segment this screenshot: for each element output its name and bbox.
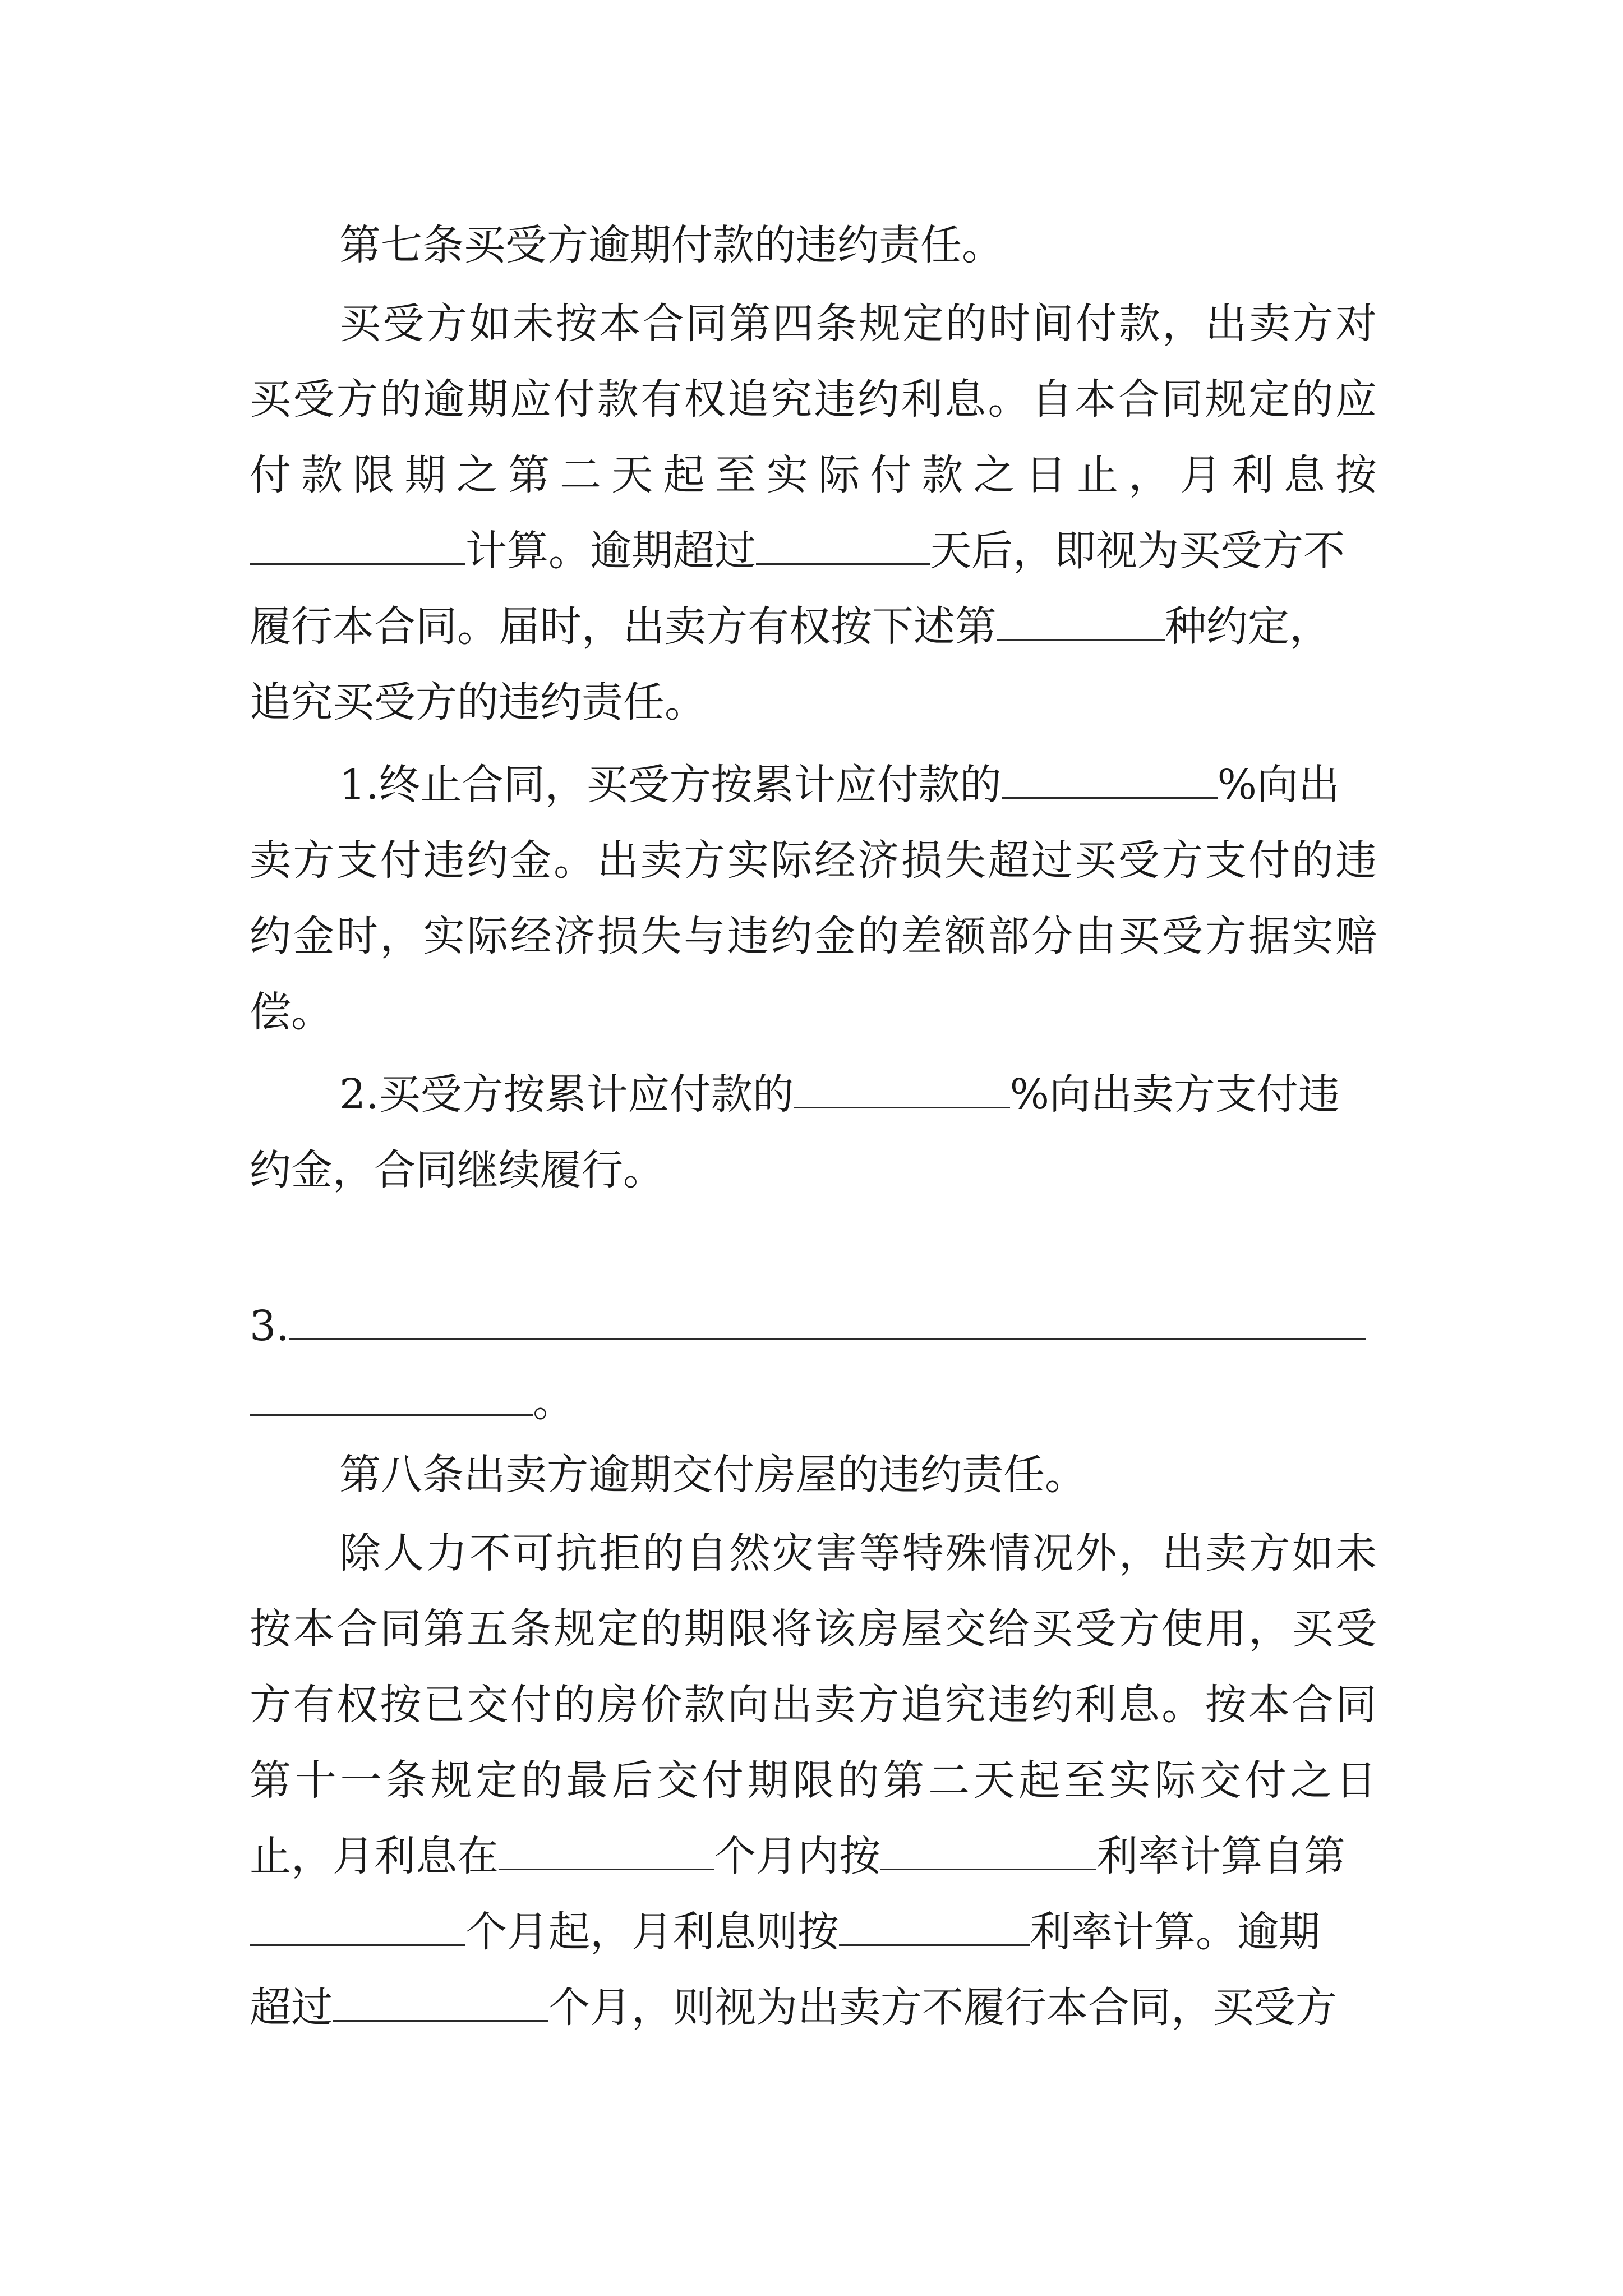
article8-p1-line4: 第十一条规定的最后交付期限的第二天起至实际交付之日 [250, 1756, 1377, 1805]
blank-month-start[interactable] [250, 1944, 465, 1946]
article7-p1-line5: 履行本合同。届时，出卖方有权按下述第 种约定， [250, 602, 1331, 651]
blank-item2-percent[interactable] [794, 1106, 1010, 1108]
blank-overdue-days[interactable] [756, 563, 930, 565]
article7-item3-line2: 。 [250, 1363, 1377, 1441]
blank-rate-second[interactable] [839, 1944, 1030, 1946]
blank-option-number[interactable] [997, 638, 1165, 641]
article8-p1-line5: 止，月利息在 个月内按 利率计算自第 [250, 1832, 1345, 1880]
article7-item1-line2: 卖方支付违约金。出卖方实际经济损失超过买受方支付的违 [250, 836, 1377, 885]
article8-p1-line1: 除人力不可抗拒的自然灾害等特殊情况外，出卖方如未 [339, 1529, 1377, 1577]
blank-overdue-months[interactable] [333, 2019, 548, 2022]
article7-p1-line1: 买受方如未按本合同第四条规定的时间付款，出卖方对 [339, 300, 1377, 348]
article8-p1-line6: 个月起，月利息则按 利率计算。逾期 [250, 1893, 1377, 1971]
article7-title: 第七条买受方逾期付款的违约责任。 [339, 221, 1003, 269]
article7-item1-line1: 1.终止合同，买受方按累计应付款的 %向出 [339, 761, 1340, 809]
article7-item2-line2: 约金，合同继续履行。 [250, 1146, 665, 1194]
blank-months-first[interactable] [499, 1868, 714, 1870]
article7-p1-line3: 付款限期之第二天起至实际付款之日止，月利息按 [250, 451, 1377, 499]
article7-item3-line1: 3. [250, 1287, 1377, 1365]
article7-p1-line4: 计算。逾期超过 天后，即视为买受方不 [250, 512, 1377, 590]
blank-interest-rate[interactable] [250, 563, 465, 565]
article8-title: 第八条出卖方逾期交付房屋的违约责任。 [339, 1451, 1086, 1499]
article7-item1-line4: 偿。 [250, 988, 333, 1036]
article8-p1-line3: 方有权按已交付的房价款向出卖方追究违约利息。按本合同 [250, 1681, 1377, 1729]
blank-item1-percent[interactable] [1002, 797, 1218, 799]
blank-rate-first[interactable] [880, 1868, 1096, 1870]
article7-item2-line1: 2.买受方按累计应付款的 %向出卖方支付违 [339, 1070, 1340, 1119]
article8-p1-line7: 超过 个月，则视为出卖方不履行本合同，买受方 [250, 1984, 1337, 2032]
blank-item3-line1[interactable] [289, 1338, 1366, 1340]
article7-item1-line3: 约金时，实际经济损失与违约金的差额部分由买受方据实赔 [250, 912, 1377, 960]
article7-p1-line2: 买受方的逾期应付款有权追究违约利息。自本合同规定的应 [250, 375, 1377, 424]
article8-p1-line2: 按本合同第五条规定的期限将该房屋交给买受方使用，买受 [250, 1605, 1377, 1653]
article7-p1-line6: 追究买受方的违约责任。 [250, 678, 706, 726]
blank-item3-line2[interactable] [250, 1414, 533, 1416]
